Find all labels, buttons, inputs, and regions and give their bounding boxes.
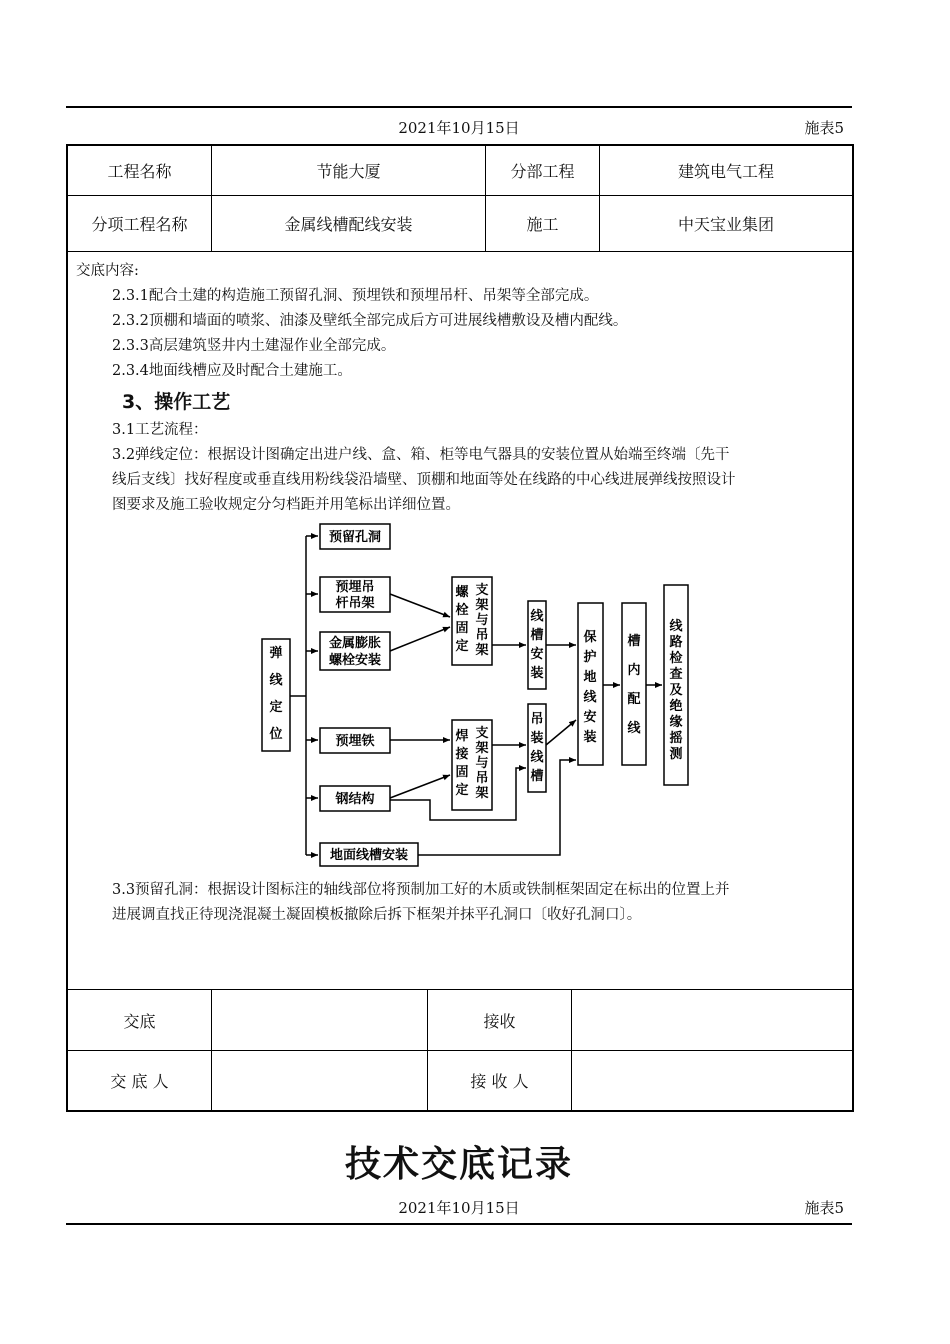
header-date: 2021年10月15日: [398, 119, 520, 137]
bolt-fix-l1: 螺: [455, 585, 469, 600]
step-3-2-line-2: 线后支线〕找好程度或垂直线用粉线袋沿墙壁、顶棚和地面等处在线路的中心线进展弹线按照设计: [112, 472, 736, 488]
step-3-2-line-3: 图要求及施工验收规定分匀档距并用笔标出详细位置。: [112, 497, 460, 513]
reserve-hole-label: 预留孔洞: [328, 530, 382, 545]
embed-hanger-l1: 预埋吊: [335, 580, 375, 595]
check-c4: 查: [669, 667, 683, 682]
expansion-bolt-l2: 螺栓安装: [328, 653, 382, 668]
bolt-fix-l4: 定: [455, 639, 469, 654]
bolt-fix-l2: 栓: [455, 603, 469, 618]
embed-hanger-l2: 杆吊架: [335, 596, 375, 611]
ground-c4: 线: [583, 690, 597, 705]
wiring-c1: 槽: [627, 634, 641, 649]
handover-person-label: 交 底 人: [68, 1050, 212, 1110]
weld-fix-r3: 与: [475, 756, 489, 771]
step-3-3-line-1: 3.3预留孔洞：根据设计图标注的轴线部位将预制加工好的木质或铁制框架固定在标出的位置上并: [112, 882, 730, 898]
ground-c2: 护: [583, 650, 597, 665]
steel-label: 钢结构: [335, 792, 375, 807]
bolt-fix-r1: 支: [475, 583, 489, 598]
item-2-3-1: 2.3.1配合土建的构造施工预留孔洞、预埋铁和预埋吊杆、吊架等全部完成。: [112, 288, 599, 304]
hang-trough-c3: 线: [530, 750, 544, 765]
check-c1: 线: [669, 619, 683, 634]
check-c9: 测: [669, 747, 683, 762]
bolt-fix-r4: 吊: [475, 628, 489, 643]
start-c3: 定: [269, 700, 283, 715]
receive-person-label: 接 收 人: [428, 1050, 572, 1110]
construction-label: 施工: [486, 196, 600, 251]
check-c8: 摇: [669, 731, 683, 746]
item-name-label: 分项工程名称: [68, 196, 212, 251]
ground-c1: 保: [583, 630, 597, 645]
ground-c5: 安: [583, 710, 597, 725]
bolt-fix-r2: 架: [475, 598, 489, 613]
handover-label: 交底: [68, 990, 212, 1050]
check-c3: 检: [669, 651, 683, 666]
trough-install-c2: 槽: [530, 628, 544, 643]
weld-fix-r1: 支: [475, 726, 489, 741]
expansion-bolt-l1: 金属膨胀: [328, 636, 382, 651]
footer-date: 2021年10月15日: [398, 1199, 520, 1217]
bottom-rule: [66, 1223, 852, 1225]
content-intro: 交底内容:: [76, 263, 139, 279]
project-name-label: 工程名称: [68, 146, 212, 195]
bolt-fix-r3: 与: [475, 613, 489, 628]
hang-trough-c4: 槽: [530, 769, 544, 784]
check-c2: 路: [669, 635, 683, 650]
start-c1: 弹: [269, 646, 283, 661]
trough-install-c4: 装: [530, 666, 544, 681]
trough-install-c3: 安: [530, 647, 544, 662]
hang-trough-c1: 吊: [530, 712, 544, 727]
construction-value: 中天宝业集团: [677, 215, 774, 234]
wiring-c3: 配: [627, 692, 641, 707]
weld-fix-r4: 吊: [475, 771, 489, 786]
item-2-3-2: 2.3.2顶棚和墙面的喷浆、油漆及壁纸全部完成后方可进展线槽敷设及槽内配线。: [112, 313, 628, 329]
weld-fix-l2: 接: [455, 747, 469, 762]
check-c6: 绝: [669, 699, 683, 714]
ground-c3: 地: [583, 670, 597, 685]
wiring-c4: 线: [627, 721, 641, 736]
ground-c6: 装: [583, 730, 597, 745]
bolt-fix-r5: 架: [475, 643, 489, 658]
wiring-c2: 内: [627, 663, 641, 678]
item-2-3-4: 2.3.4地面线槽应及时配合土建施工。: [112, 363, 352, 379]
project-name-value: 节能大厦: [212, 146, 486, 195]
step-3-2-line-1: 3.2弹线定位：根据设计图确定出进户线、盒、箱、柜等电气器具的安装位置从始端至终端〔先干: [112, 447, 730, 463]
embed-iron-label: 预埋铁: [335, 734, 375, 749]
footer-form-no: 施表5: [804, 1199, 844, 1217]
weld-fix-l3: 固: [455, 765, 469, 780]
item-name-value: 金属线槽配线安装: [212, 196, 486, 251]
box-wiring: [622, 603, 646, 765]
weld-fix-r2: 架: [475, 741, 489, 756]
section-title: 3、操作工艺: [122, 391, 231, 413]
check-c7: 缘: [669, 715, 683, 730]
step-3-3-line-2: 进展调直找正待现浇混凝土凝固模板撤除后拆下框架并抹平孔洞口〔收好孔洞口〕。: [112, 907, 642, 923]
weld-fix-l1: 焊: [455, 729, 469, 744]
sub-project-label: 分部工程: [486, 146, 600, 195]
start-c2: 线: [269, 673, 283, 688]
step-3-1: 3.1工艺流程：: [112, 422, 208, 438]
receive-label: 接收: [428, 990, 572, 1050]
item-2-3-3: 2.3.3高层建筑竖井内土建湿作业全部完成。: [112, 338, 396, 354]
sub-project-value: 建筑电气工程: [677, 162, 774, 181]
flow-labels: [268, 529, 683, 863]
start-c4: 位: [269, 727, 283, 742]
trough-install-c1: 线: [530, 609, 544, 624]
document-title: 技术交底记录: [344, 1144, 573, 1185]
header-form-no: 施表5: [804, 119, 844, 137]
hang-trough-c2: 装: [530, 731, 544, 746]
weld-fix-l4: 定: [455, 783, 469, 798]
weld-fix-r5: 架: [475, 786, 489, 801]
bolt-fix-l3: 固: [455, 621, 469, 636]
check-c5: 及: [669, 683, 683, 698]
floor-trough-label: 地面线槽安装: [329, 848, 409, 863]
